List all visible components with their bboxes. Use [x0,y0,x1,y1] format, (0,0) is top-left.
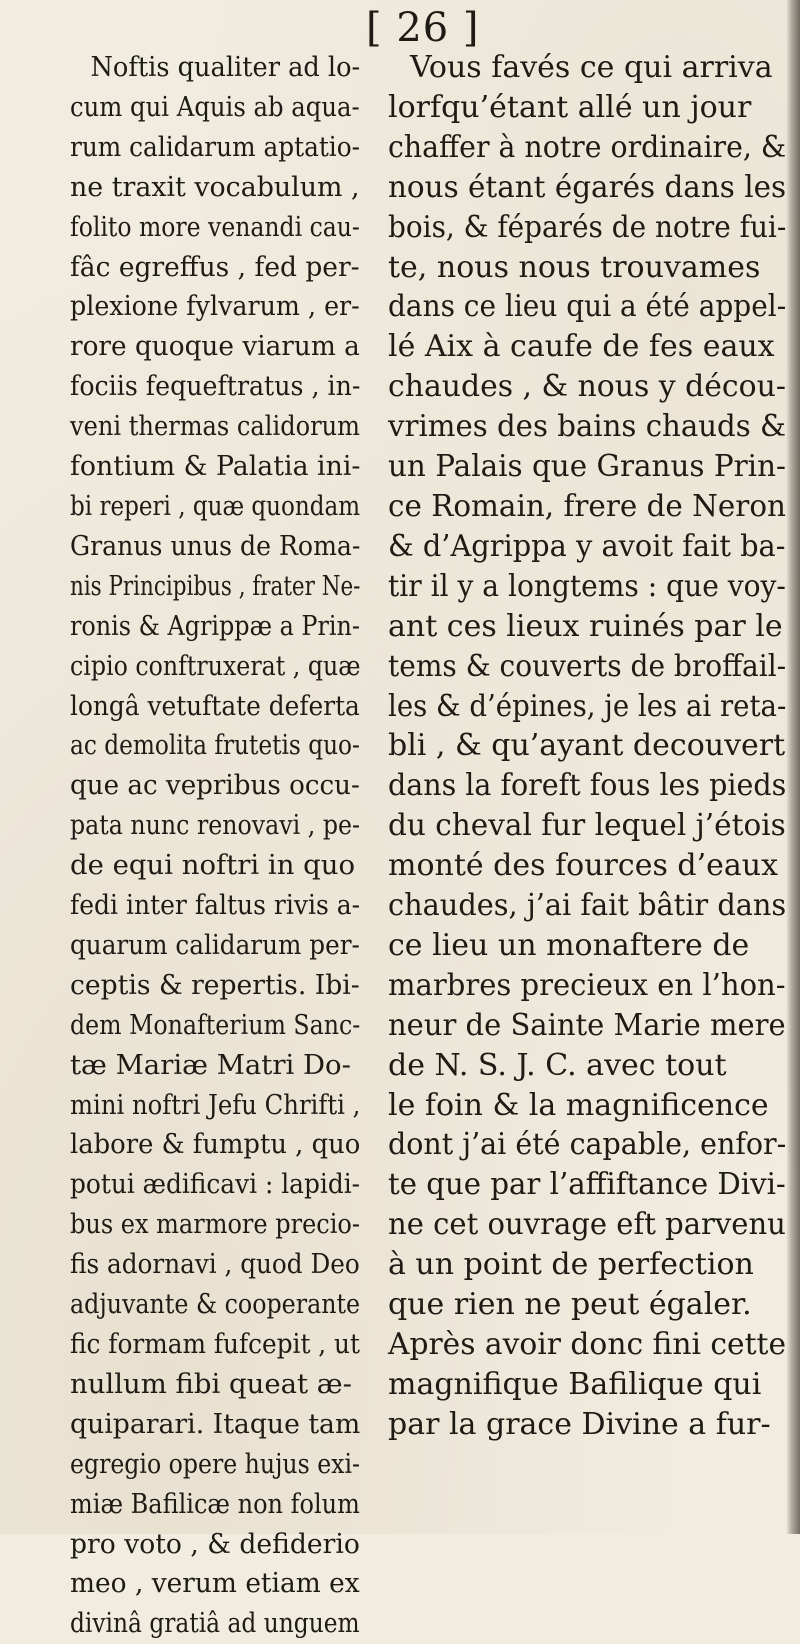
page-number: [ 26 ] [366,5,480,51]
latin-line: rore quoque viarum a [70,330,360,363]
page-edge-shadow [786,0,800,1534]
french-line: dans ce lieu qui a été appel- [388,289,787,325]
latin-line: mini noftri Jefu Chrifti , [70,1088,361,1121]
french-line: que rien ne peut égaler. [388,1287,752,1323]
french-line: dans la foreft fous les pieds [388,768,787,804]
latin-line: nullum fibi queat æ- [70,1367,352,1400]
french-line: te que par l’affiftance Divi- [388,1167,786,1203]
latin-line: tæ Mariæ Matri Do- [70,1048,351,1081]
french-line: chaffer à notre ordinaire, & [388,129,787,165]
latin-line: dem Monafterium Sanc- [70,1008,361,1041]
french-line: dont j’ai été capable, enfor- [388,1127,787,1163]
french-line: monté des fources d’eaux [388,848,778,884]
french-line: lorfqu’étant allé un jour [388,89,752,125]
french-line: de N. S. J. C. avec tout [388,1047,727,1083]
latin-line: adjuvante & cooperante [70,1288,361,1321]
latin-line: fâc egreffus , fed per- [70,250,360,283]
french-line: ant ces lieux ruinés par le [388,608,783,644]
latin-line: fedi inter faltus rivis a- [70,889,361,922]
latin-line: cipio conftruxerat , quæ [70,649,361,682]
latin-line: fociis fequeftratus , in- [70,370,361,403]
latin-line: potui ædificavi : lapidi- [70,1168,361,1201]
latin-line: rum calidarum aptatio- [70,130,361,163]
latin-line: quiparari. Itaque tam [70,1407,361,1440]
french-line: du cheval fur lequel j’étois [388,808,786,844]
latin-line: plexione fylvarum , er- [70,290,360,323]
latin-line: fontium & Palatia ini- [70,450,361,483]
latin-line: cum qui Aquis ab aqua- [70,90,360,123]
french-line: chaudes , & nous y décou- [388,369,786,405]
french-line: Vous favés ce qui arriva [410,50,773,85]
latin-line: que ac vepribus occu- [70,769,360,802]
french-line: magnifique Bafilique qui [388,1366,762,1402]
french-line: vrimes des bains chauds & [388,409,786,445]
french-line: marbres precieux en l’hon- [388,967,786,1003]
latin-line: veni thermas calidorum [70,410,361,443]
french-line: un Palais que Granus Prin- [388,449,786,485]
french-line: tir il y a longtems : que voy- [388,568,786,604]
french-line: tems & couverts de broffail- [388,648,787,684]
latin-line: meo , verum etiam ex [70,1567,360,1600]
french-line: chaudes, j’ai fait bâtir dans [388,888,787,924]
latin-line: ceptis & repertis. Ibi- [70,968,360,1001]
french-line: les & d’épines, je les ai reta- [388,688,787,724]
french-line: te, nous nous trouvames [388,249,761,285]
latin-line: labore & fumptu , quo [70,1128,361,1161]
french-column [388,48,786,1445]
latin-line: Granus unus de Roma- [70,529,361,562]
latin-line: nis Principibus , frater Ne- [70,569,361,602]
latin-line: ne traxit vocabulum , [70,170,360,203]
french-line: bois, & féparés de notre fui- [388,209,787,245]
french-line: ce lieu un monaftere de [388,927,750,963]
french-line: Après avoir donc fini cette [388,1327,787,1362]
french-line: nous étant égarés dans les [388,169,787,205]
latin-line: egregio opere hujus exi- [70,1447,360,1480]
french-line: le foin & la magnificence [388,1087,769,1123]
latin-line: pro voto , & defiderio [70,1527,360,1560]
latin-line: pata nunc renovavi , pe- [70,809,360,842]
latin-line: bus ex marmore precio- [70,1208,360,1241]
french-line: neur de Sainte Marie mere [388,1007,786,1043]
latin-line: miæ Bafilicæ non folum [70,1487,360,1520]
latin-line: quarum calidarum per- [70,928,360,961]
latin-line: fic formam fufcepit , ut [70,1328,360,1360]
latin-line: Noftis qualiter ad lo- [90,51,361,83]
french-line: & d’Agrippa y avoit fait ba- [388,528,786,564]
latin-column [70,48,360,1644]
french-line: bli , & qu’ayant decouvert [388,728,786,764]
latin-line: folito more venandi cau- [70,210,360,243]
french-line: ce Romain, frere de Neron [388,488,787,524]
latin-line: ronis & Agrippæ a Prin- [70,609,360,642]
latin-line: ac demolita frutetis quo- [70,729,360,762]
french-line: lé Aix à caufe de fes eaux [388,329,775,365]
french-line: ne cet ouvrage eft parvenu [388,1207,786,1243]
latin-line: fis adornavi , quod Deo [70,1248,360,1281]
latin-line: longâ vetuftate deferta [70,689,360,722]
french-line: par la grace Divine a fur- [388,1406,771,1442]
latin-line: divinâ gratiâ ad unguem [70,1607,360,1640]
latin-line: bi reperi , quæ quondam [70,489,361,522]
latin-line: de equi noftri in quo [70,849,356,882]
french-line: à un point de perfection [388,1247,754,1283]
